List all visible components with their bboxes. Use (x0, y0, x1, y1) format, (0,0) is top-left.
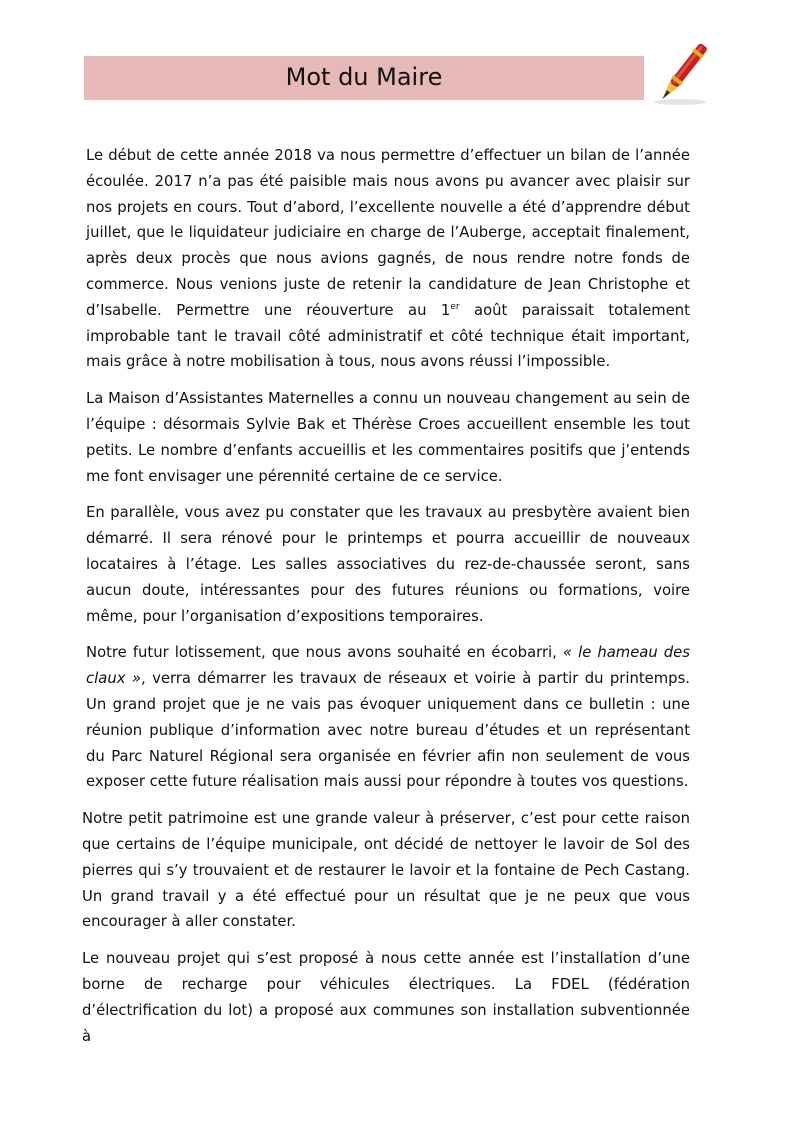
pen-icon (646, 36, 718, 110)
paragraph: En parallèle, vous avez pu constater que les travaux au presbytère avaient bien démarré. Il sera rénové pour le printemps et pourra accueillir de nouveaux locataires à l’étage. Les salles associatives du rez-de-chaussée seront, sans aucun doute, intéressantes pour des futures réunions ou formations, voire même, pour l’organisation d’expositions temporaires. (86, 504, 690, 625)
paragraph: La Maison d’Assistantes Maternelles a connu un nouveau changement au sein de l’équipe : désormais Sylvie Bak et Thérèse Croes accueillent ensemble les tout petits. Le nombre d’enfants accueillis et les commentaires positifs que j’entends me font envisager une pérennité certaine de ce service. (86, 390, 690, 485)
paragraph: Le début de cette année 2018 va nous permettre d’effectuer un bilan de l’année écoulée. 2017 n’a pas été paisible mais nous avons pu avancer avec plaisir sur nos projets en cours. Tout d’abord, l’excellente nouvelle a été d’apprendre début juillet, que le liquidateur judiciaire en charge de l’Auberge, acceptait finalement, après deux procès que nous avions gagnés, de nous rendre notre fonds de commerce. Nous venions juste de retenir la candidature de Jean Christophe et d’Isabelle. Permettre une réouverture au 1er août paraissait totalement improbable tant le travail côté administratif et côté technique était important, mais grâce à notre mobilisation à tous, nous avons réussi l’impossible. (86, 147, 690, 371)
paragraph: Le nouveau projet qui s’est proposé à nous cette année est l’installation d’une borne de recharge pour véhicules électriques. La FDEL (fédération d’électrification du lot) a proposé aux communes son installation subventionnée à (82, 950, 690, 1045)
article-body (82, 143, 690, 1060)
page-title: Mot du Maire (285, 63, 443, 91)
paragraph: Notre petit patrimoine est une grande valeur à préserver, c’est pour cette raison que certains de l’équipe municipale, ont décidé de nettoyer le lavoir de Sol des pierres qui s’y trouvaient et de restaurer le lavoir et la fontaine de Pech Castang. Un grand travail y a été effectué pour un résultat que je ne peux que vous encourager à aller constater. (82, 810, 690, 931)
paragraph: Notre futur lotissement, que nous avons souhaité en écobarri, « le hameau des claux », verra démarrer les travaux de réseaux et voirie à partir du printemps. Un grand projet que je ne vais pas évoquer uniquement dans ce bulletin : une réunion publique d’information avec notre bureau d’études et un représentant du Parc Naturel Régional sera organisée en février afin non seulement de vous exposer cette future réalisation mais aussi pour répondre à toutes vos questions. (86, 644, 690, 791)
